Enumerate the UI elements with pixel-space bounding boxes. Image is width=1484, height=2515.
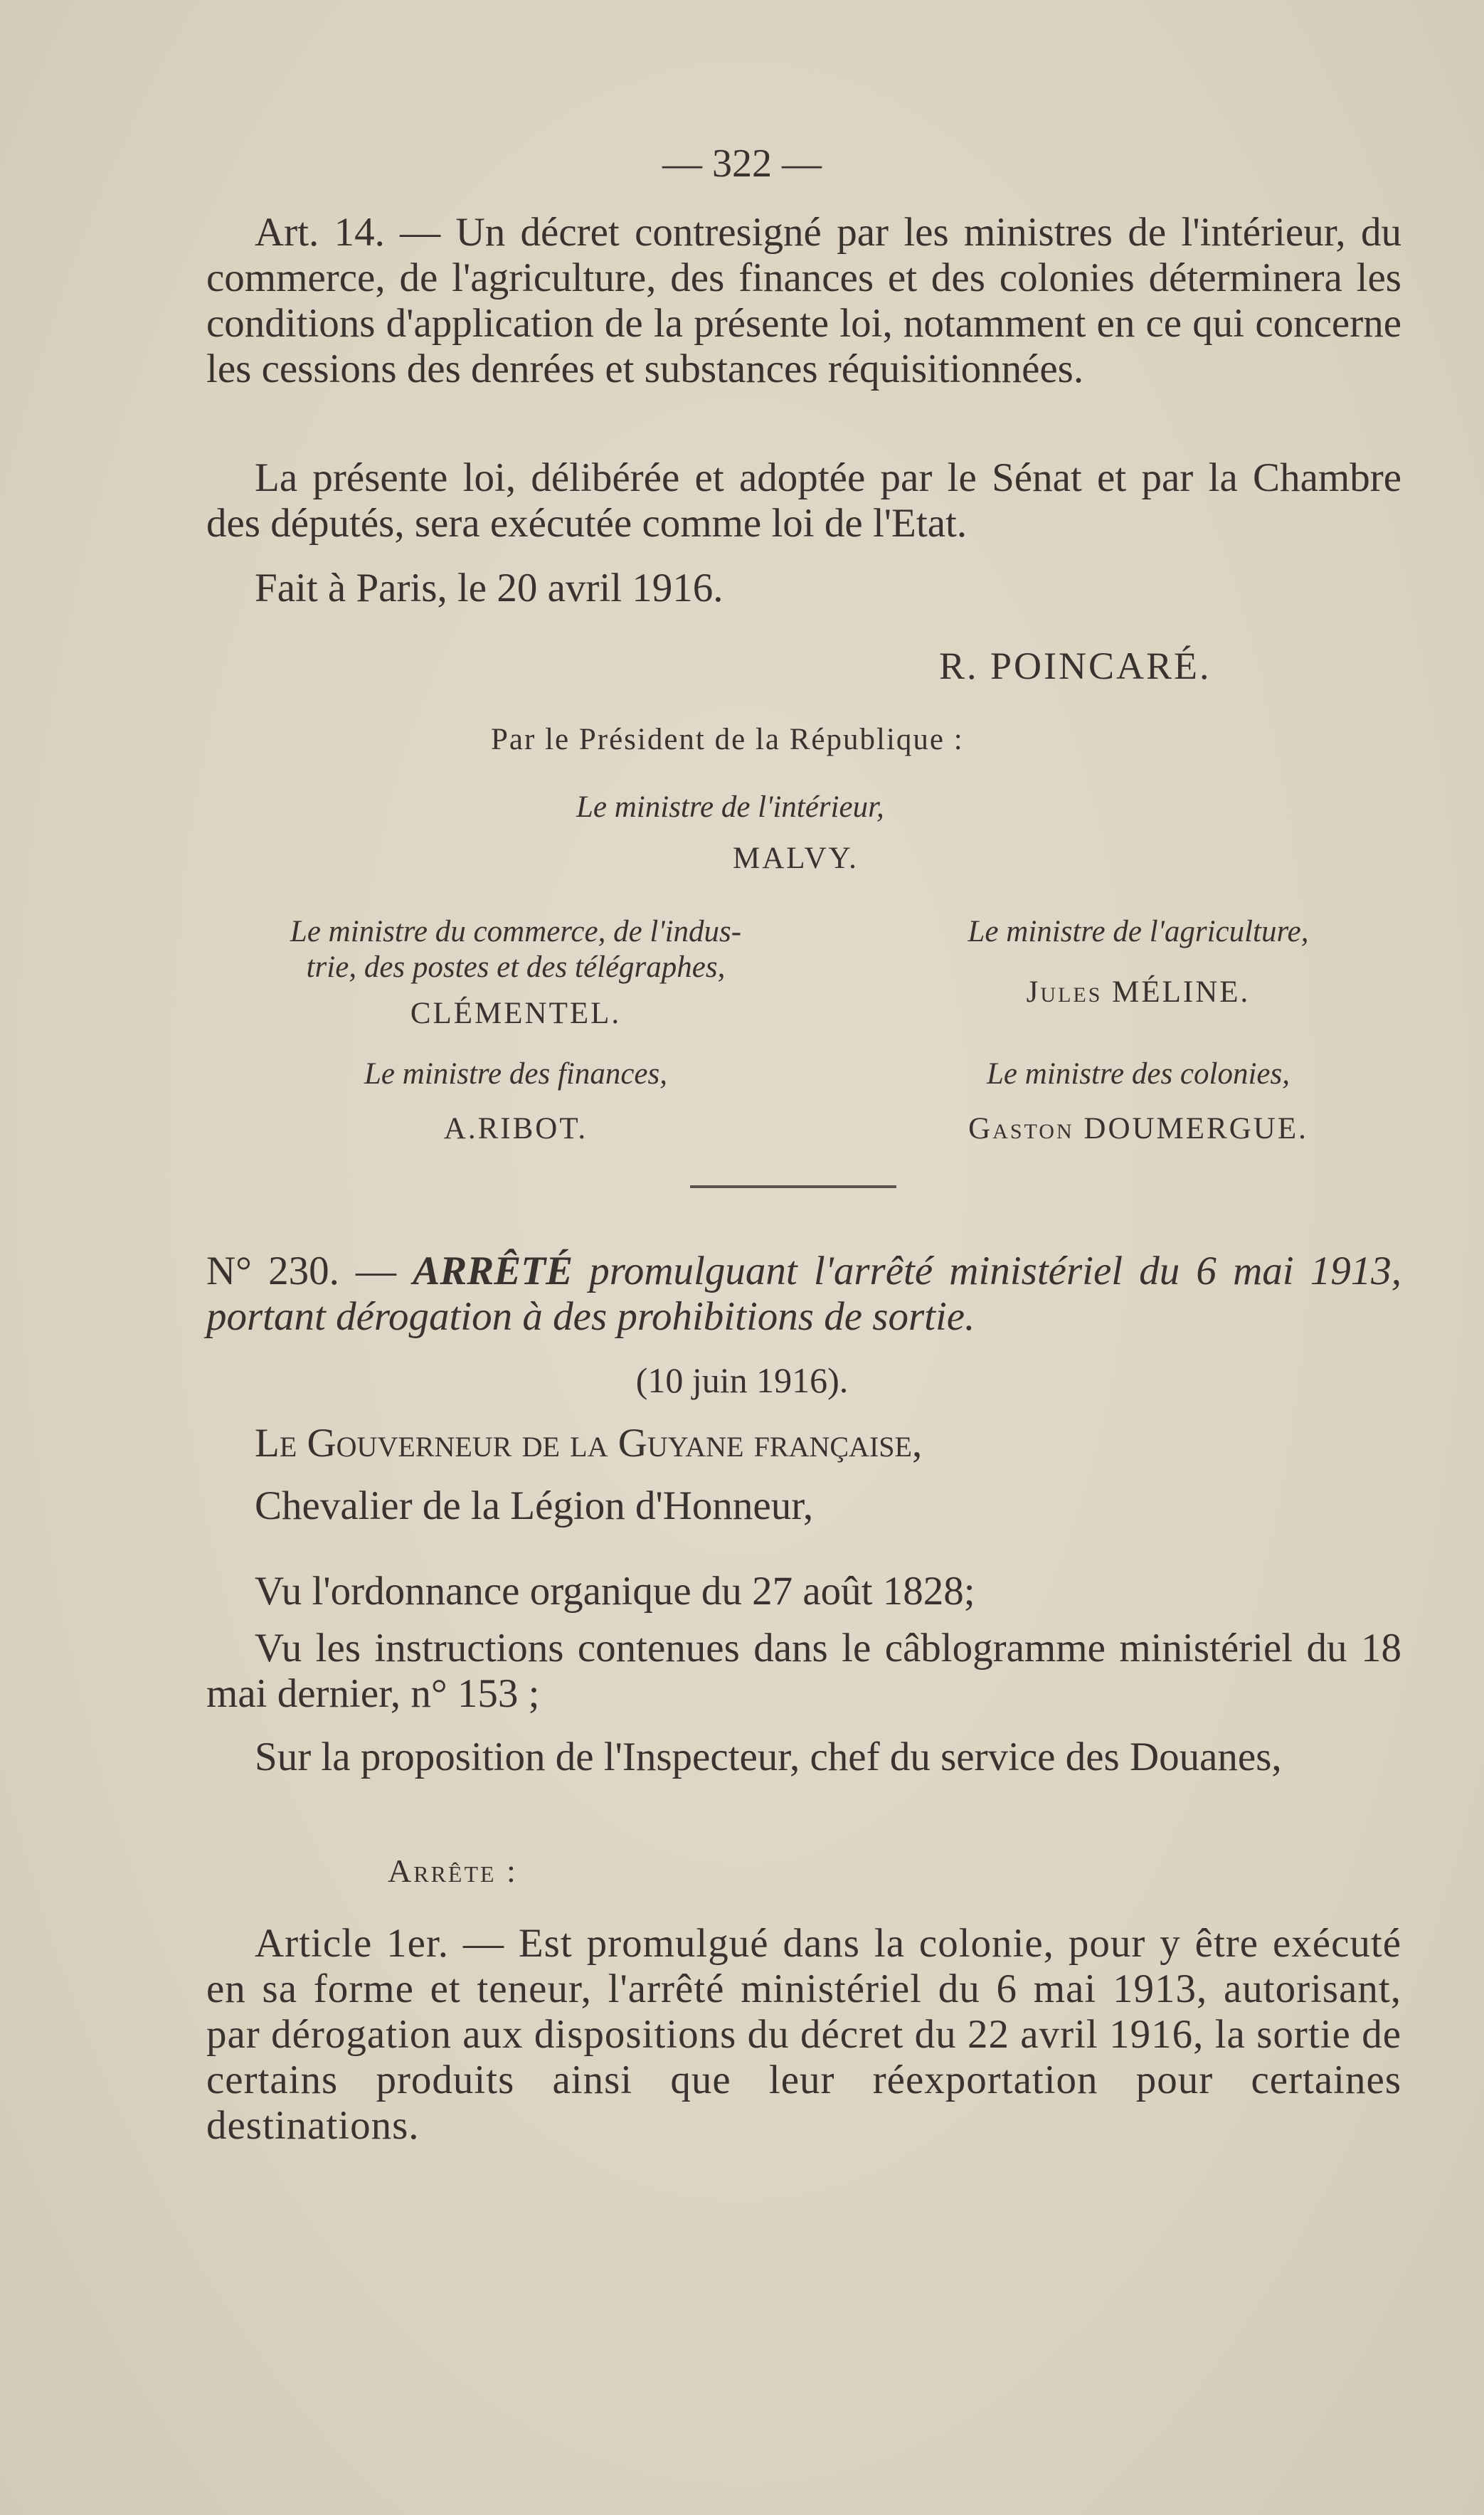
arrete-date: (10 juin 1916). xyxy=(635,1360,849,1400)
commerce-title-line1: Le ministre du commerce, de l'indus- xyxy=(290,915,742,948)
finances-minister-name: A.RIBOT. xyxy=(443,1112,588,1145)
date-signed: Fait à Paris, le 20 avril 1916. xyxy=(255,566,724,610)
arrete-heading xyxy=(206,1249,1401,1340)
interior-minister-name: MALVY. xyxy=(733,842,859,875)
proposition: Sur la proposition de l'Inspecteur, chef du service des Douanes, xyxy=(255,1735,1282,1779)
proposition-block xyxy=(206,1735,1401,1780)
commerce-minister-name: CLÉMENTEL. xyxy=(410,997,622,1030)
law-adoption xyxy=(206,455,1401,546)
president-signature: R. POINCARÉ. xyxy=(939,645,1212,687)
article-14 xyxy=(206,210,1401,392)
article-14-text: Art. 14. — Un décret contresigné par les ministres de l'intérieur, du commerce, de l'agriculture, des finances et des colonies déterminera les conditions d'application de la présente loi, notamment en ce qui concerne les cessions des denrées et substances réquisitionnées. xyxy=(206,210,1401,391)
interior-minister-title: Le ministre de l'intérieur, xyxy=(576,790,884,824)
vu-ordonnance: Vu l'ordonnance organique du 27 août 1828; xyxy=(255,1569,975,1614)
law-adoption-text: La présente loi, délibérée et adoptée par le Sénat et par la Chambre des députés, sera exécutée comme loi de l'Etat. xyxy=(206,455,1401,546)
vu-ordonnance-block xyxy=(206,1569,1401,1614)
arrete-label: Arrête : xyxy=(388,1853,518,1889)
colonies-minister-title: Le ministre des colonies, xyxy=(987,1057,1290,1091)
arrete-number: N° 230. xyxy=(206,1249,339,1293)
arrete-title-rest: promulguant l'arrêté ministériel du 6 mai 1913, portant dérogation à des prohibitions de sortie. xyxy=(206,1249,1401,1339)
vu-instructions-block xyxy=(206,1626,1401,1717)
chevalier-block xyxy=(206,1483,1401,1529)
arrete-title xyxy=(206,1249,1401,1340)
governor-block xyxy=(206,1421,1401,1466)
governor-line: Le Gouverneur de la Guyane française, xyxy=(255,1421,923,1466)
vu-instructions: Vu les instructions contenues dans le câblogramme ministériel du 18 mai dernier, n° 153 ; xyxy=(206,1626,1401,1716)
agriculture-minister-name: Jules MÉLINE. xyxy=(1026,975,1251,1009)
arrete-dash: — xyxy=(356,1249,397,1293)
by-president: Par le Président de la République : xyxy=(491,723,964,756)
date-signed-block xyxy=(206,566,1401,611)
commerce-title-line2: trie, des postes et des télégraphes, xyxy=(306,951,726,984)
article-1-text: Article 1er. — Est promulgué dans la colonie, pour y être exécuté en sa forme et teneur, l'arrêté ministériel du 6 mai 1913, autorisant, par dérogation aux dispositions du décret du 22 avril 1916, la sortie de certains produits ainsi que leur réexportation pour certaines destinations. xyxy=(206,1921,1401,2148)
page-number: — 322 — xyxy=(662,142,822,186)
article-1-block xyxy=(206,1921,1401,2149)
chevalier-line: Chevalier de la Légion d'Honneur, xyxy=(255,1483,814,1528)
section-divider xyxy=(690,1185,896,1188)
colonies-minister-name: Gaston DOUMERGUE. xyxy=(968,1112,1308,1145)
arrete-title-word: ARRÊTÉ xyxy=(413,1249,573,1293)
agriculture-minister-title: Le ministre de l'agriculture, xyxy=(968,915,1309,948)
commerce-minister-title xyxy=(206,914,825,985)
finances-minister-title: Le ministre des finances, xyxy=(364,1057,667,1091)
